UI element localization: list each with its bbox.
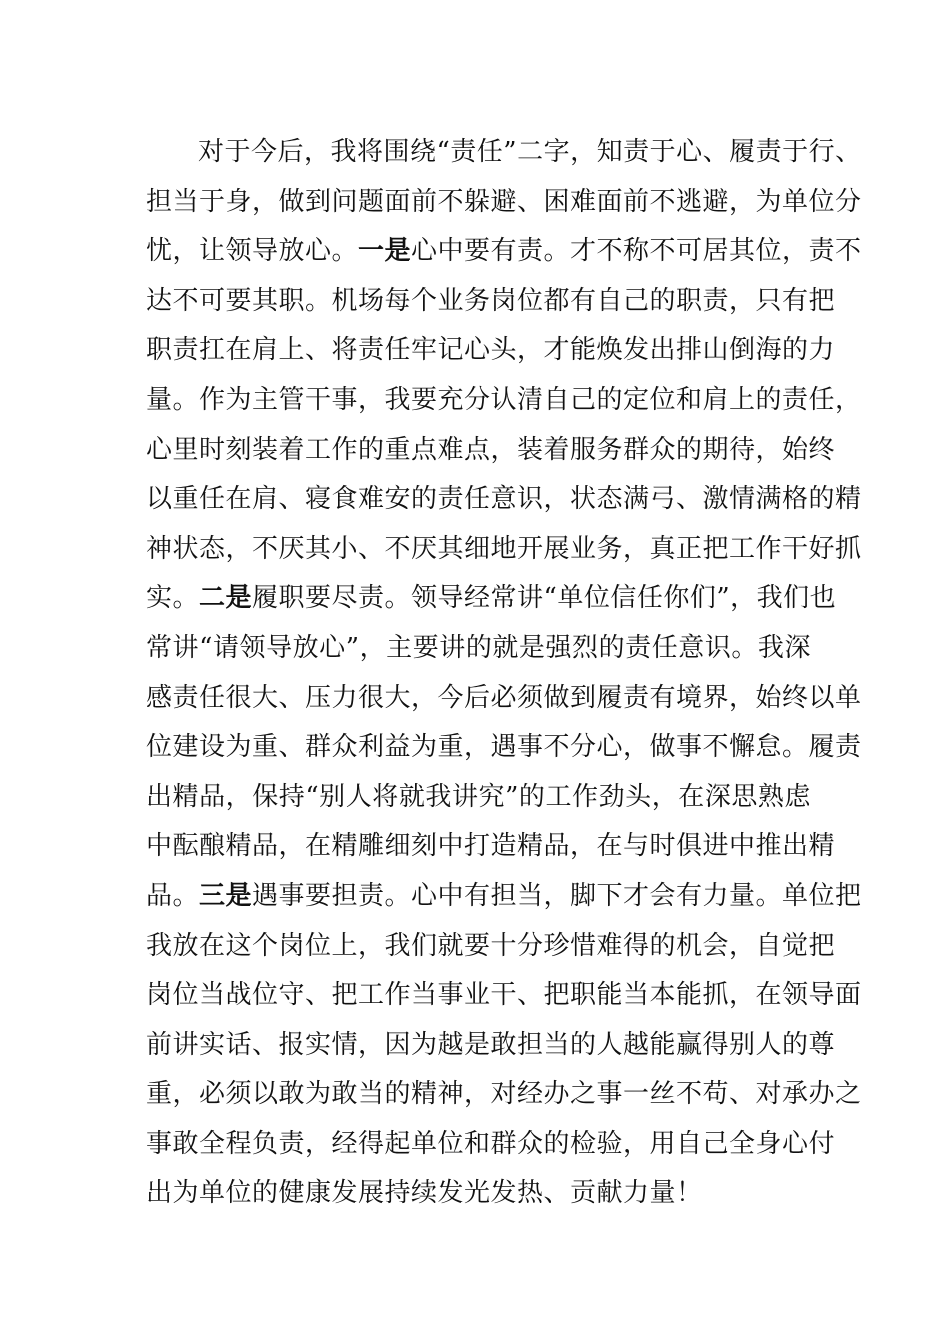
body-paragraph bbox=[146, 128, 862, 1219]
text-run: 实。 bbox=[146, 583, 200, 614]
text-line bbox=[146, 1021, 836, 1071]
text-line bbox=[146, 872, 862, 922]
text-run: 忧，让领导放心。 bbox=[146, 236, 359, 267]
text-line bbox=[146, 178, 862, 228]
text-run: 神状态，不厌其小、不厌其细地开展业务，真正把工作干好抓 bbox=[146, 533, 862, 564]
text-run: 事敢全程负责，经得起单位和群众的检验，用自己全身心付 bbox=[146, 1128, 836, 1159]
text-run: 前讲实话、报实情，因为越是敢担当的人越能赢得别人的尊 bbox=[146, 1029, 836, 1060]
text-line bbox=[146, 128, 862, 178]
heading-marker-one: 一是 bbox=[358, 236, 412, 267]
text-run: 心中要有责。才不称不可居其位，责不 bbox=[411, 236, 862, 267]
text-run: 出精品，保持“别人将就我讲究”的工作劲头，在深思熟虑 bbox=[146, 781, 811, 812]
heading-marker-three: 三是 bbox=[199, 880, 253, 911]
text-line bbox=[146, 1070, 862, 1120]
text-line bbox=[146, 674, 862, 724]
text-run: 感责任很大、压力很大，今后必须做到履责有境界，始终以单 bbox=[146, 682, 862, 713]
text-run: 常讲“请领导放心”，主要讲的就是强烈的责任意识。我深 bbox=[146, 632, 811, 663]
text-line bbox=[146, 822, 836, 872]
text-run: 中酝酿精品，在精雕细刻中打造精品，在与时俱进中推出精 bbox=[146, 831, 836, 862]
text-run: 位建设为重、群众利益为重，遇事不分心，做事不懈怠。履责 bbox=[146, 732, 862, 763]
text-line bbox=[146, 971, 862, 1021]
text-line bbox=[146, 1120, 836, 1170]
text-run: 职责扛在肩上、将责任牢记心头，才能焕发出排山倒海的力 bbox=[146, 335, 836, 366]
text-line bbox=[146, 922, 836, 972]
text-run: 对于今后，我将围绕“责任”二字，知责于心、履责于行、 bbox=[198, 137, 862, 167]
text-run: 出为单位的健康发展持续发光发热、贡献力量！ bbox=[146, 1178, 703, 1209]
text-line bbox=[146, 525, 862, 575]
text-line bbox=[146, 376, 862, 426]
text-run: 我放在这个岗位上，我们就要十分珍惜难得的机会，自觉把 bbox=[146, 930, 836, 961]
text-line bbox=[146, 426, 836, 476]
text-run: 以重任在肩、寝食难安的责任意识，状态满弓、激情满格的精 bbox=[146, 484, 862, 515]
text-line bbox=[146, 574, 837, 624]
text-run: 遇事要担责。心中有担当，脚下才会有力量。单位把 bbox=[252, 880, 862, 911]
text-run: 品。 bbox=[146, 880, 200, 911]
text-run: 达不可要其职。机场每个业务岗位都有自己的职责，只有把 bbox=[146, 285, 836, 316]
text-line bbox=[146, 326, 836, 376]
text-run: 履职要尽责。领导经常讲“单位信任你们”，我们也 bbox=[252, 583, 837, 614]
text-line bbox=[146, 1169, 811, 1219]
text-run: 担当于身，做到问题面前不躲避、困难面前不逃避，为单位分 bbox=[146, 186, 862, 217]
heading-marker-two: 二是 bbox=[199, 583, 253, 614]
text-run: 量。作为主管干事，我要充分认清自己的定位和肩上的责任， bbox=[146, 384, 862, 415]
text-line bbox=[146, 277, 836, 327]
text-run: 岗位当战位守、把工作当事业干、把职能当本能抓，在领导面 bbox=[146, 980, 862, 1011]
text-line bbox=[146, 624, 811, 674]
text-line bbox=[146, 773, 811, 823]
text-line bbox=[146, 227, 862, 277]
text-run: 心里时刻装着工作的重点难点，装着服务群众的期待，始终 bbox=[146, 434, 836, 465]
text-run: 重，必须以敢为敢当的精神，对经办之事一丝不苟、对承办之 bbox=[146, 1079, 862, 1110]
text-line bbox=[146, 475, 862, 525]
text-line bbox=[146, 723, 862, 773]
